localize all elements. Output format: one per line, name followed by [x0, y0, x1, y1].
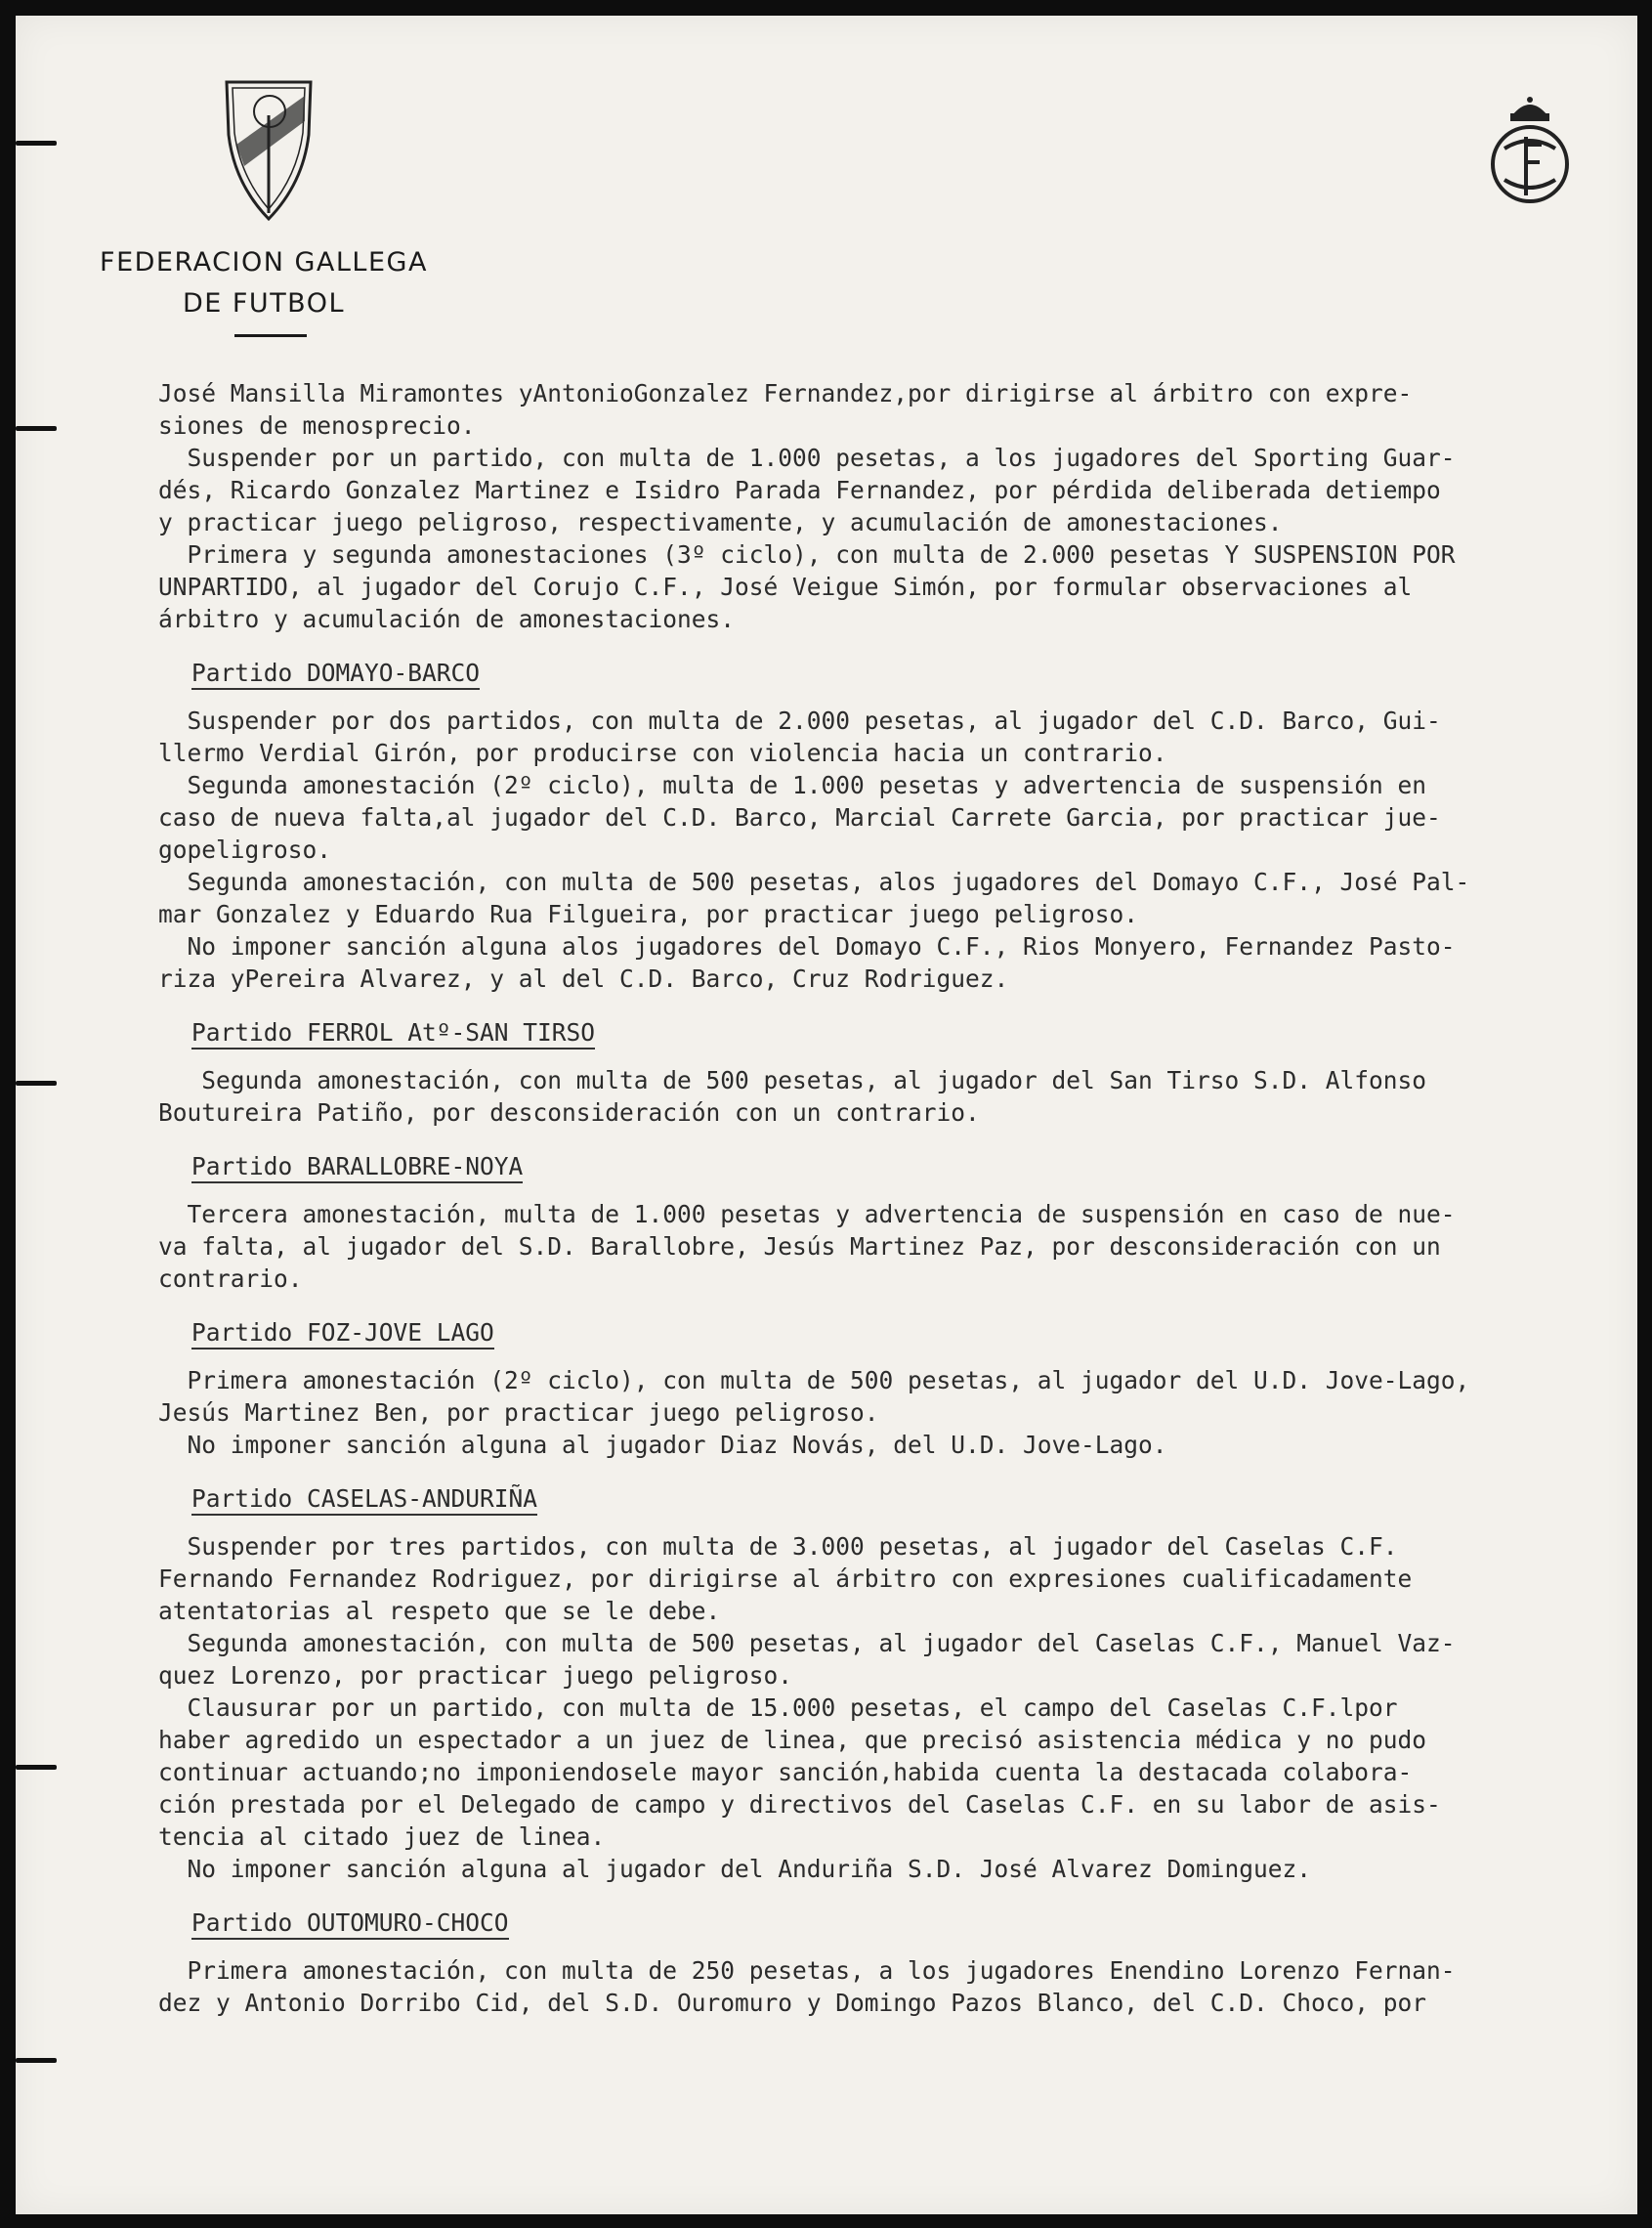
body-line: dés, Ricardo Gonzalez Martinez e Isidro Parada Fernandez, por pérdida deliberada detiempo — [158, 476, 1441, 504]
body-line: Suspender por dos partidos, con multa de 2.000 pesetas, al jugador del C.D. Barco, Gui- — [158, 707, 1441, 735]
body-line: Boutureira Patiño, por desconsideración con un contrario. — [158, 1098, 980, 1127]
body-line: No imponer sanción alguna alos jugadores del Domayo C.F., Rios Monyero, Fernandez Pasto- — [158, 932, 1456, 961]
body-line: Segunda amonestación, con multa de 500 pesetas, alos jugadores del Domayo C.F., José Pal- — [158, 868, 1470, 896]
body-line: Primera amonestación (2º ciclo), con multa de 500 pesetas, al jugador del U.D. Jove-Lago, — [158, 1366, 1470, 1394]
body-line: gopeligroso. — [158, 836, 332, 864]
punch-hole-mark — [16, 1081, 57, 1086]
punch-hole-mark — [16, 141, 57, 146]
body-line: Fernando Fernandez Rodriguez, por dirigirse al árbitro con expresiones cualificadamente — [158, 1564, 1413, 1593]
body-line: tencia al citado juez de linea. — [158, 1822, 606, 1851]
org-name-line1: FEDERACION GALLEGA — [100, 247, 428, 278]
punch-hole-mark — [16, 2058, 57, 2063]
body-line: haber agredido un espectador a un juez de linea, que precisó asistencia médica y no pudo — [158, 1726, 1427, 1754]
header-rule — [234, 334, 307, 337]
section-heading: Partido OUTOMURO-CHOCO — [191, 1907, 1624, 1939]
body-line: atentatorias al respeto que se le debe. — [158, 1597, 721, 1625]
org-name — [59, 242, 469, 324]
document-body — [158, 377, 1624, 2019]
body-line: continuar actuando;no imponiendosele mayor sanción,habida cuenta la destacada colabora- — [158, 1758, 1413, 1786]
section-heading: Partido DOMAYO-BARCO — [191, 657, 1624, 689]
org-name-line2: DE FUTBOL — [182, 288, 346, 319]
body-line: va falta, al jugador del S.D. Barallobre, Jesús Martinez Paz, por desconsideración con un — [158, 1232, 1441, 1261]
shield-crest-icon — [223, 76, 315, 223]
section-heading: Partido FOZ-JOVE LAGO — [191, 1316, 1624, 1349]
body-line: No imponer sanción alguna al jugador del Anduriña S.D. José Alvarez Dominguez. — [158, 1855, 1312, 1883]
body-line: Jesús Martinez Ben, por practicar juego peligroso. — [158, 1398, 879, 1427]
body-line: y practicar juego peligroso, respectivamente, y acumulación de amonestaciones. — [158, 508, 1283, 536]
body-line: José Mansilla Miramontes yAntonioGonzalez Fernandez,por dirigirse al árbitro con expre- — [158, 379, 1413, 407]
body-line: mar Gonzalez y Eduardo Rua Filgueira, por practicar juego peligroso. — [158, 900, 1139, 928]
body-line: Suspender por un partido, con multa de 1.000 pesetas, a los jugadores del Sporting Guar- — [158, 444, 1456, 472]
section-heading: Partido FERROL Atº-SAN TIRSO — [191, 1016, 1624, 1049]
body-line: UNPARTIDO, al jugador del Corujo C.F., José Veigue Simón, por formular observaciones al — [158, 573, 1413, 601]
body-line: Primera amonestación, con multa de 250 pesetas, a los jugadores Enendino Lorenzo Fernan- — [158, 1956, 1456, 1985]
body-line: ción prestada por el Delegado de campo y directivos del Caselas C.F. en su labor de asis- — [158, 1790, 1441, 1819]
body-line: siones de menosprecio. — [158, 411, 476, 440]
body-line: árbitro y acumulación de amonestaciones. — [158, 605, 736, 633]
punch-hole-mark — [16, 1765, 57, 1770]
body-line: riza yPereira Alvarez, y al del C.D. Barco, Cruz Rodriguez. — [158, 964, 1009, 993]
body-line: contrario. — [158, 1264, 303, 1293]
crowned-emblem-icon — [1483, 94, 1577, 209]
section-heading: Partido CASELAS-ANDURIÑA — [191, 1482, 1624, 1515]
body-line: llermo Verdial Girón, por producirse con violencia hacia un contrario. — [158, 739, 1167, 767]
body-line: Clausurar por un partido, con multa de 15.000 pesetas, el campo del Caselas C.F.lpor — [158, 1693, 1398, 1722]
body-line: Suspender por tres partidos, con multa de 3.000 pesetas, al jugador del Caselas C.F. — [158, 1532, 1398, 1561]
punch-hole-mark — [16, 426, 57, 431]
body-line: Primera y segunda amonestaciones (3º ciclo), con multa de 2.000 pesetas Y SUSPENSION POR — [158, 540, 1456, 569]
body-line: dez y Antonio Dorribo Cid, del S.D. Ouromuro y Domingo Pazos Blanco, del C.D. Choco, por — [158, 1989, 1427, 2017]
body-line: Segunda amonestación, con multa de 500 pesetas, al jugador del Caselas C.F., Manuel Vaz- — [158, 1629, 1456, 1657]
body-line: Segunda amonestación, con multa de 500 pesetas, al jugador del San Tirso S.D. Alfonso — [158, 1066, 1427, 1094]
body-line: caso de nueva falta,al jugador del C.D. Barco, Marcial Carrete Garcia, por practicar jue- — [158, 803, 1441, 832]
body-line: quez Lorenzo, por practicar juego peligroso. — [158, 1661, 793, 1690]
body-line: No imponer sanción alguna al jugador Diaz Novás, del U.D. Jove-Lago. — [158, 1431, 1167, 1459]
section-heading: Partido BARALLOBRE-NOYA — [191, 1150, 1624, 1182]
body-line: Tercera amonestación, multa de 1.000 pesetas y advertencia de suspensión en caso de nue- — [158, 1200, 1456, 1228]
body-line: Segunda amonestación (2º ciclo), multa de 1.000 pesetas y advertencia de suspensión en — [158, 771, 1427, 799]
